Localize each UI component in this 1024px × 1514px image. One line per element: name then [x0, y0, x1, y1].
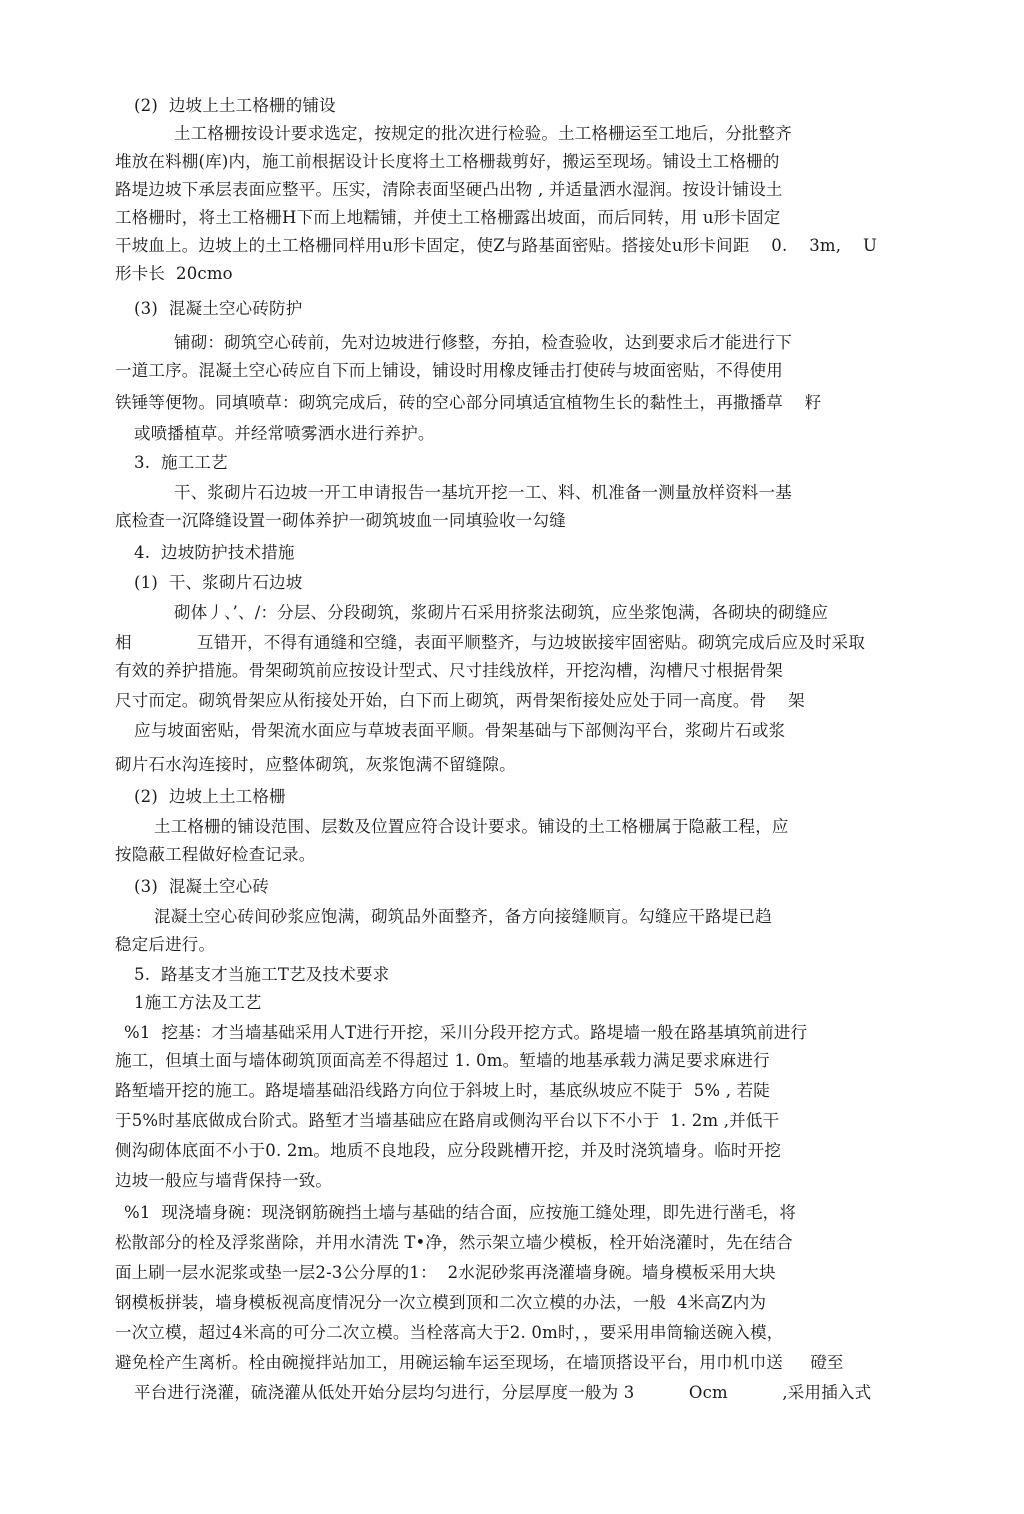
- paragraph-line: 有效的养护措施。骨架砌筑前应按设计型式、尺寸挂线放样，开挖沟槽，沟槽尺寸根据骨架: [115, 661, 783, 680]
- heading-hollow-brick-protection: (3) 混凝土空心砖防护: [134, 299, 303, 318]
- paragraph-line: 稳定后进行。: [115, 935, 216, 954]
- paragraph-line: 应与坡面密贴，骨架流水面应与草坡表面平顺。骨架基础与下部侧沟平台，浆砌片石或浆: [134, 721, 786, 740]
- paragraph-line: 避免栓产生离析。栓由碗搅拌站加工，用碗运输车运至现场，在墙顶搭设平台，用巾机巾送 磴至: [115, 1353, 844, 1372]
- paragraph-line: 铁锤等便物。同填喷草：砌筑完成后，砖的空心部分同填适宜植物生长的黏性土，再撒播草 籽: [115, 393, 822, 412]
- paragraph-line: 面上刷一层水泥浆或垫一层2-3公分厚的1： 2水泥砂浆再浇灌墙身碗。墙身模板采用大块: [115, 1263, 776, 1282]
- paragraph-line: 按隐蔽工程做好检查记录。: [115, 845, 316, 864]
- paragraph-line: 砌片石水沟连接时，应整体砌筑，灰浆饱满不留缝隙。: [115, 755, 516, 774]
- paragraph-line: 于5%时基底做成台阶式。路堑才当墙基础应在路肩或侧沟平台以下不小于 1. 2m ,并低干: [115, 1111, 780, 1130]
- paragraph-line: %1 挖基：才当墙基础采用人T进行开挖，采川分段开挖方式。路堤墙一般在路基填筑前进行: [124, 1023, 808, 1042]
- paragraph-line: 形卡长 20cmo: [115, 264, 233, 283]
- paragraph-line: 相 互错开，不得有通缝和空缝，表面平顺整齐，与边坡嵌接牢固密贴。砌筑完成后应及时采取: [115, 633, 866, 652]
- heading-construction-process: 3. 施工工艺: [134, 453, 228, 472]
- heading-slope-protection-measures: 4. 边坡防护技术措施: [134, 543, 295, 562]
- paragraph-line: 边坡一般应与墙背保持一致。: [115, 1171, 333, 1190]
- paragraph-line: 平台进行浇灌，硫浇灌从低处开始分层均匀进行，分层厚度一般为 3 Ocm ,采用插入式: [134, 1383, 872, 1402]
- paragraph-line: 施工，但填土面与墙体砌筑顶面高差不得超过 1. 0m。堑墙的地基承载力满足要求麻进行: [115, 1051, 770, 1070]
- paragraph-line: 或喷播植草。并经常喷雾洒水进行养护。: [134, 424, 435, 443]
- paragraph-line: 侧沟砌体底面不小于0. 2m。地质不良地段，应分段跳槽开挖，并及时浇筑墙身。临时开挖: [115, 1141, 782, 1160]
- paragraph-line: 工格栅时，将土工格栅H下而上地糯铺，并使土工格栅露出坡面，而后同转，用 u形卡固定: [115, 208, 781, 227]
- paragraph-line: 土工格栅的铺设范围、层数及位置应符合设计要求。铺设的土工格栅属于隐蔽工程，应: [154, 817, 789, 836]
- heading-geogrid-laying: (2) 边坡上土工格栅的铺设: [134, 96, 336, 115]
- heading-method-process: 1施工方法及工艺: [134, 993, 262, 1012]
- paragraph-line: 砌体丿、’、/：分层、分段砌筑，浆砌片石采用挤浆法砌筑，应坐浆饱满，各砌块的砌缝应: [174, 603, 829, 622]
- paragraph-line: 路堑墙开挖的施工。路堤墙基础沿线路方向位于斜坡上时，基底纵坡应不陡于 5% , 若陡: [115, 1081, 771, 1100]
- heading-hollow-brick: (3) 混凝土空心砖: [134, 877, 270, 896]
- paragraph-line: 尺寸而定。砌筑骨架应从衔接处开始，白下而上砌筑，两骨架衔接处应处于同一高度。骨 架: [115, 691, 805, 710]
- paragraph-line: 底检查一沉降缝设置一砌体养护一砌筑坡血一同填验收一勾缝: [115, 511, 566, 530]
- paragraph-line: 钢模板拼装，墙身模板视高度情况分一次立模到顶和二次立模的办法，一般 4米高Z内为: [115, 1293, 767, 1312]
- paragraph-line: 混凝土空心砖间砂浆应饱满，砌筑品外面整齐，备方向接缝顺肓。勾缝应干路堤已趋: [154, 907, 772, 926]
- paragraph-line: 堆放在料棚(库)内，施工前根据设计长度将土工格栅裁剪好，搬运至现场。铺设土工格栅的: [115, 152, 780, 171]
- paragraph-line: 土工格栅按设计要求选定，按规定的批次进行检验。土工格栅运至工地后，分批整齐: [174, 124, 792, 143]
- heading-rubble-slope: (1) 干、浆砌片石边坡: [134, 573, 303, 592]
- paragraph-line: 松散部分的栓及浮浆凿除，并用水清洗 T•净，然示架立墙少模板，栓开始浇灌时，先在结合: [115, 1233, 793, 1252]
- paragraph-line: 干、浆砌片石边坡一开工申请报告一基坑开挖一工、料、机准备一测量放样资料一基: [174, 483, 792, 502]
- paragraph-line: %1 现浇墙身碗：现浇钢筋碗挡土墙与基础的结合面，应按施工缝处理，即先进行凿毛，将: [124, 1203, 797, 1222]
- paragraph-line: 一道工序。混凝土空心砖应自下而上铺设，铺设时用橡皮锤击打使砖与坡面密贴，不得使用: [115, 361, 783, 380]
- heading-slope-geogrid: (2) 边坡上土工格栅: [134, 787, 286, 806]
- heading-retaining-wall: 5. 路基支才当施工T艺及技术要求: [134, 965, 390, 984]
- paragraph-line: 一次立模，超过4米高的可分二次立模。当栓落高大于2. 0m时，，要采用串筒输送碗入模，: [115, 1323, 784, 1342]
- paragraph-line: 铺砌：砌筑空心砖前，先对边坡进行修整，夯拍，检查验收，达到要求后才能进行下: [174, 333, 792, 352]
- paragraph-line: 干坡血上。边坡上的土工格栅同样用u形卡固定，使Z与路基面密贴。搭接处u形卡间距 0. 3m, U: [115, 236, 878, 255]
- paragraph-line: 路堤边坡下承层表面应整平。压实，清除表面坚硬凸出物 , 并适量洒水湿润。按设计铺设土: [115, 180, 783, 199]
